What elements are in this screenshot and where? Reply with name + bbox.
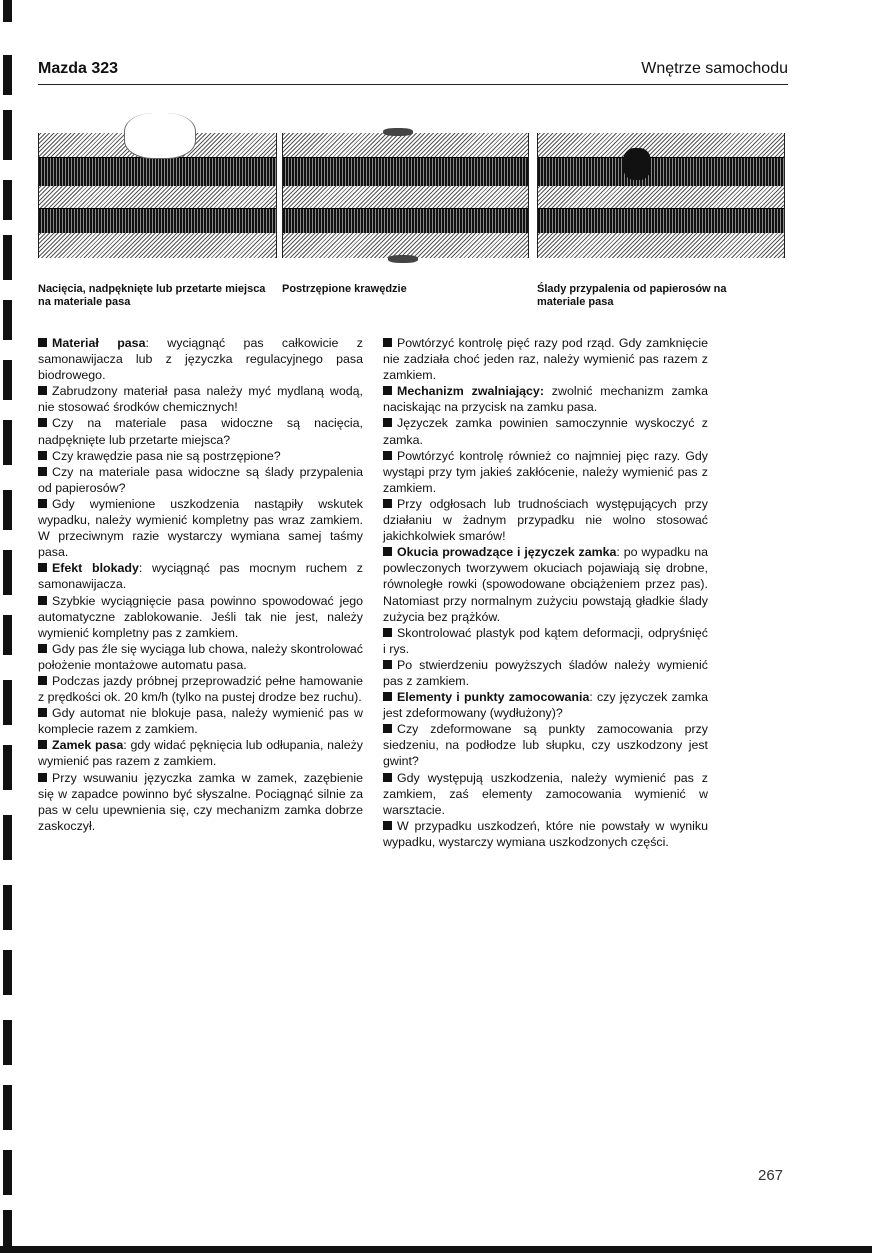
bullet-square-icon <box>383 338 392 347</box>
figure-caption: Nacięcia, nadpęknięte lub przetarte miejsca na materiale pasa <box>38 283 266 308</box>
scan-margin-mark <box>3 360 12 400</box>
bullet-paragraph <box>38 560 363 592</box>
scan-margin-mark <box>3 110 12 160</box>
paragraph-text: Skontrolować plastyk pod kątem deformacji, odpryśnięć i rys. <box>383 625 708 656</box>
right-text-column <box>383 335 708 850</box>
figure-caption: Ślady przypalenia od papierosów na materiale pasa <box>537 283 727 308</box>
bullet-square-icon <box>38 708 47 717</box>
bullet-paragraph <box>383 657 708 689</box>
scan-margin-mark <box>3 885 12 930</box>
bullet-square-icon <box>383 499 392 508</box>
paragraph-heading: Okucia prowadzące i języczek zamka <box>397 545 617 560</box>
bullet-square-icon <box>38 676 47 685</box>
bullet-square-icon <box>38 386 47 395</box>
paragraph-text: Gdy pas źle się wyciąga lub chowa, należy skontrolować położenie montażowe automatu pasa. <box>38 641 363 672</box>
paragraph-heading: Elementy i punkty zamocowania <box>397 690 590 705</box>
header-section: Wnętrze samochodu <box>641 60 788 77</box>
bullet-square-icon <box>38 563 47 572</box>
paragraph-text: Czy zdeformowane są punkty zamocowania przy siedzeniu, na podłodze lub słupku, czy uszkodzony jest gwint? <box>383 722 708 769</box>
bullet-square-icon <box>38 773 47 782</box>
paragraph-heading: Zamek pasa <box>52 738 124 753</box>
scan-margin-mark <box>3 550 12 595</box>
scan-margin-mark <box>3 680 12 725</box>
scan-margin-mark <box>3 235 12 280</box>
bullet-square-icon <box>38 338 47 347</box>
bullet-paragraph <box>38 770 363 834</box>
scan-margin-mark <box>3 1020 12 1065</box>
bullet-paragraph <box>38 464 363 496</box>
bullet-paragraph <box>38 383 363 415</box>
bullet-square-icon <box>383 724 392 733</box>
bullet-square-icon <box>38 418 47 427</box>
bullet-square-icon <box>38 499 47 508</box>
bullet-square-icon <box>383 628 392 637</box>
bullet-paragraph <box>383 544 708 624</box>
scan-margin-mark <box>3 420 12 465</box>
paragraph-heading: Efekt blokady <box>52 561 139 576</box>
bullet-paragraph <box>38 641 363 673</box>
bullet-square-icon <box>383 547 392 556</box>
bullet-square-icon <box>383 660 392 669</box>
scan-margin-mark <box>3 745 12 790</box>
paragraph-text: W przypadku uszkodzeń, które nie powstały w wyniku wypadku, wystarczy wymiana uszkodzonych części. <box>383 818 708 849</box>
bullet-square-icon <box>383 773 392 782</box>
page-number: 267 <box>758 1167 784 1184</box>
paragraph-text: : gdy widać pęknięcia lub odłupania, należy wymienić pas razem z zamkiem. <box>38 738 363 769</box>
bullet-paragraph <box>38 593 363 641</box>
scan-margin-mark <box>3 1150 12 1195</box>
bullet-square-icon <box>383 692 392 701</box>
scan-margin-mark <box>3 180 12 220</box>
bullet-paragraph <box>383 383 708 415</box>
bullet-square-icon <box>38 644 47 653</box>
bullet-square-icon <box>383 386 392 395</box>
paragraph-text: Gdy automat nie blokuje pasa, należy wymienić pas w komplecie razem z zamkiem. <box>38 706 363 737</box>
bullet-paragraph <box>38 335 363 383</box>
left-text-column <box>38 335 363 834</box>
scan-margin-mark <box>3 490 12 530</box>
scan-margin-mark <box>3 300 12 340</box>
scan-margin-mark <box>3 815 12 860</box>
paragraph-text: Czy na materiale pasa widoczne są nacięcia, nadpęknięte lub przetarte miejsca? <box>38 416 363 447</box>
paragraph-text: Przy wsuwaniu języczka zamka w zamek, zazębienie się w zapadce powinno być słyszalne. Pociągnąć silnie za pas w celu upewnienia się, czy mechanizm zamka dobrze zaskoczył. <box>38 770 363 833</box>
paragraph-heading: Materiał pasa <box>52 336 146 350</box>
paragraph-text: zwolnić mechanizm zamka naciskając na przycisk na zamku pasa. <box>383 384 708 415</box>
paragraph-text: : czy języczek zamka jest zdeformowany (wydłużony)? <box>383 690 708 721</box>
paragraph-text: Języczek zamka powinien samoczynnie wyskoczyć z zamka. <box>383 416 708 447</box>
header-rule <box>38 84 788 85</box>
paragraph-text: Gdy występują uszkodzenia, należy wymienić pas z zamkiem, zaś elementy zamocowania wymienić w warsztacie. <box>383 770 708 817</box>
paragraph-text: Czy krawędzie pasa nie są postrzępione? <box>52 448 281 463</box>
paragraph-text: Powtórzyć kontrolę również co najmniej pięc razy. Gdy wystąpi przy tym jakieś zakłócenie, należy wymienić pas z zamkiem. <box>383 448 708 495</box>
header-title: Mazda 323 <box>38 60 119 77</box>
paragraph-text: : wyciągnąć pas mocnym ruchem z samonawijacza. <box>38 561 363 592</box>
bullet-paragraph <box>383 770 708 818</box>
paragraph-text: Podczas jazdy próbnej przeprowadzić pełne hamowanie z prędkości ok. 20 km/h (tylko na pustej drodze bez ruchu). <box>38 673 363 705</box>
paragraph-text: Szybkie wyciągnięcie pasa powinno spowodować jego automatyczne zablokowanie. Jeśli tak nie jest, należy wymienić kompletny pas z zamkiem. <box>38 593 363 640</box>
bullet-square-icon <box>383 451 392 460</box>
bullet-square-icon <box>38 451 47 460</box>
scan-margin-mark <box>3 1210 12 1250</box>
bullet-paragraph <box>383 335 708 383</box>
scan-bottom-edge <box>0 1246 872 1253</box>
bullet-square-icon <box>383 821 392 830</box>
paragraph-text: Po stwierdzeniu powyższych śladów należy wymienić pas z zamkiem. <box>383 657 708 688</box>
bullet-paragraph <box>383 689 708 721</box>
paragraph-text: Powtórzyć kontrolę pięć razy pod rząd. Gdy zamknięcie nie zadziała choć jeden raz, należy wymienić pas razem z zamkiem. <box>383 336 708 383</box>
bullet-paragraph <box>38 705 363 737</box>
bullet-paragraph <box>383 415 708 447</box>
bullet-square-icon <box>383 418 392 427</box>
paragraph-text: Czy na materiale pasa widoczne są ślady przypalenia od papierosów? <box>38 464 363 495</box>
scan-margin-mark <box>3 615 12 655</box>
bullet-square-icon <box>38 740 47 749</box>
paragraph-heading: Mechanizm zwalniający: <box>397 384 544 399</box>
paragraph-text: Zabrudzony materiał pasa należy myć mydlaną wodą, nie stosować środków chemicznych! <box>38 384 363 415</box>
bullet-paragraph <box>38 673 363 705</box>
scan-margin-mark <box>3 1085 12 1130</box>
bullet-paragraph <box>38 415 363 447</box>
bullet-square-icon <box>38 467 47 476</box>
bullet-paragraph <box>383 818 708 850</box>
bullet-paragraph <box>38 737 363 769</box>
paragraph-text: Przy odgłosach lub trudnościach występujących przy działaniu w żadnym przypadku nie wolno stosować jakichkolwiek smarów! <box>383 496 708 544</box>
figure-cut-belt <box>38 133 277 258</box>
bullet-paragraph <box>383 625 708 657</box>
paragraph-text: : wyciągnąć pas całkowicie z samonawijacza lub z języczka regulacyjnego pasa biodrowego. <box>38 336 363 383</box>
bullet-paragraph <box>383 448 708 496</box>
figure-caption: Postrzępione krawędzie <box>282 283 407 295</box>
scan-margin-mark <box>3 950 12 995</box>
scan-margin-mark <box>3 55 12 95</box>
figure-burned-belt <box>537 133 785 258</box>
scan-margin-mark <box>3 0 12 22</box>
paragraph-text: Gdy wymienione uszkodzenia nastąpiły wskutek wypadku, należy wymienić kompletny pas wraz zamkiem. W przeciwnym razie wystarczy wymiana samej taśmy pasa. <box>38 496 363 560</box>
bullet-square-icon <box>38 596 47 605</box>
paragraph-text: : po wypadku na powleczonych tworzywem okuciach pojawiają się drobne, równoległe rowki (spowodowane obciążeniem przez pas). Natomiast przy normalnym zużyciu powstają gładkie ślady zużycia bez prążków. <box>383 545 708 624</box>
bullet-paragraph <box>383 496 708 544</box>
bullet-paragraph <box>38 448 363 464</box>
bullet-paragraph <box>383 721 708 769</box>
bullet-paragraph <box>38 496 363 560</box>
figure-frayed-belt <box>282 133 529 258</box>
